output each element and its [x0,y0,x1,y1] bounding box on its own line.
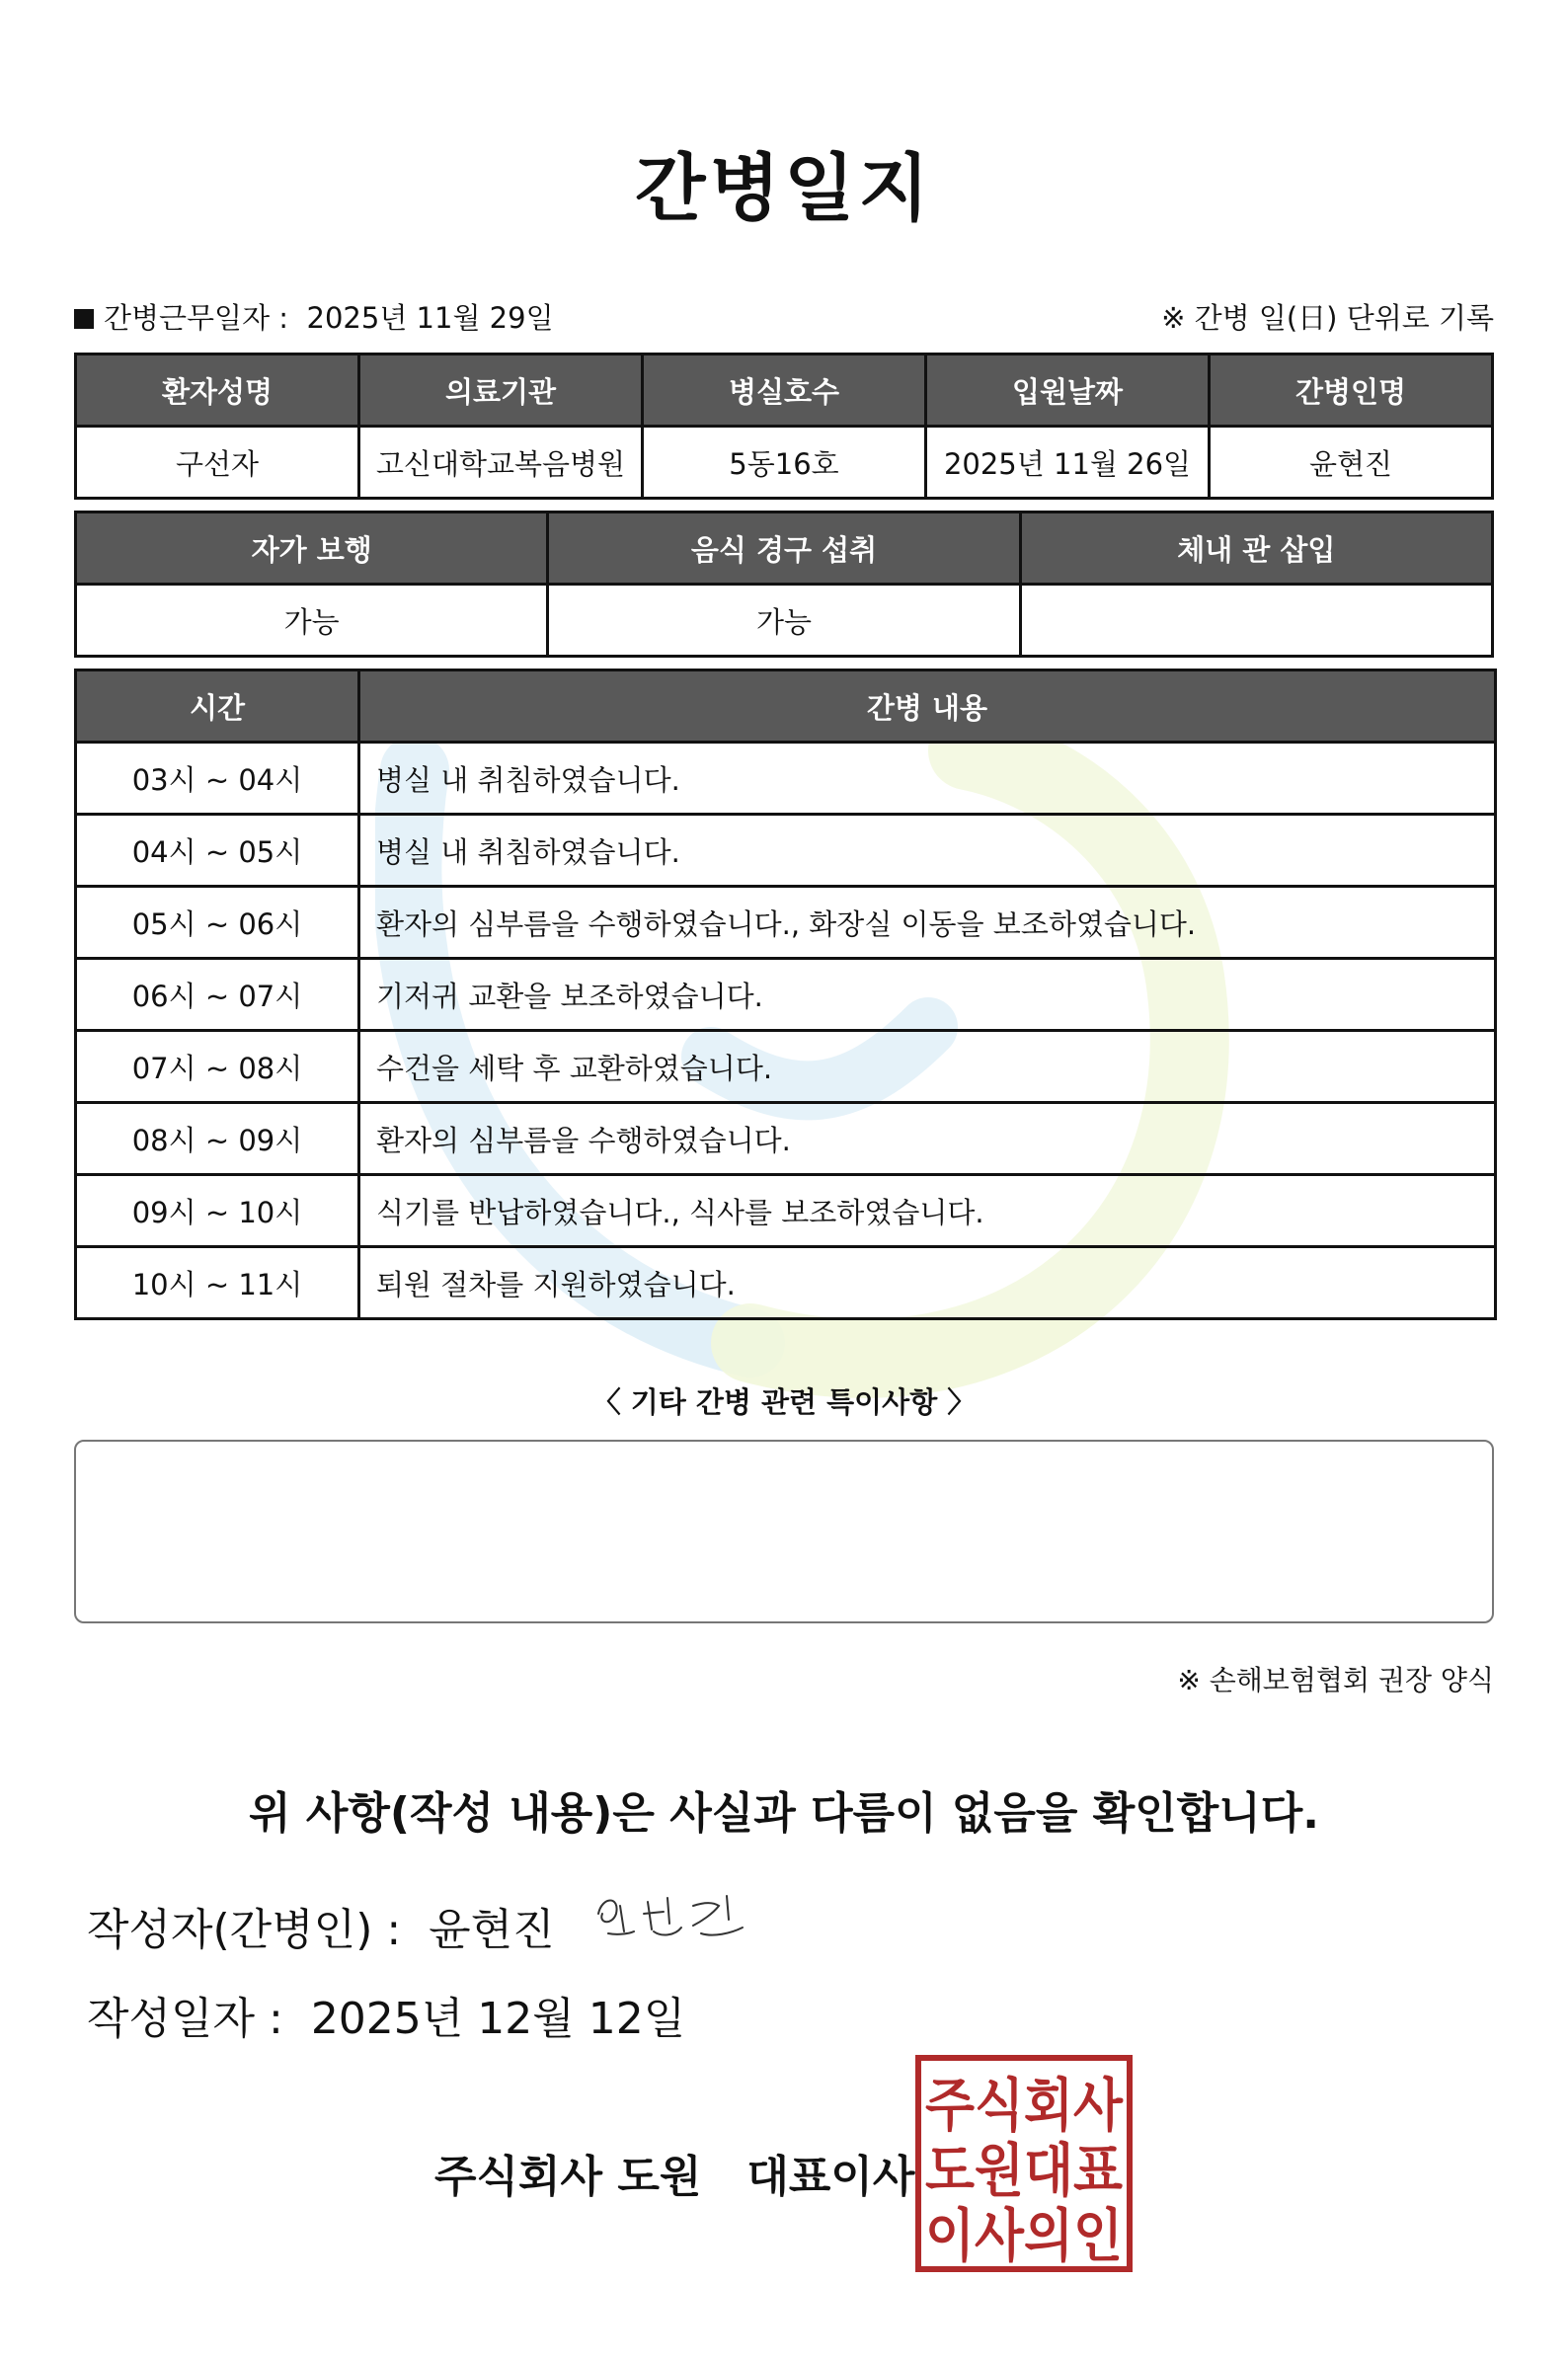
record-note: ※ 간병 일(日) 단위로 기록 [1161,301,1494,335]
time-cell: 04시 ~ 05시 [76,815,359,887]
patient-name-cell: 구선자 [76,427,359,499]
header-tube-insertion: 체내 관 삽입 [1020,512,1492,585]
company-signature-line [434,2141,914,2204]
document-title: 간병일지 [635,146,933,231]
svg-text:도원대표: 도원대표 [925,2137,1123,2204]
table-row [76,427,1493,499]
company-name: 주식회사 도원 [434,2152,702,2202]
content-cell: 기저귀 교환을 보조하였습니다. [359,959,1496,1031]
time-cell: 06시 ~ 07시 [76,959,359,1031]
written-date-value: 2025년 12월 12일 [310,1994,686,2044]
notes-box [74,1440,1494,1623]
header-oral-intake: 음식 경구 섭취 [548,512,1020,585]
table-header-row [76,670,1496,743]
table-row [76,1247,1496,1319]
time-cell: 07시 ~ 08시 [76,1031,359,1103]
table-row [76,959,1496,1031]
header-care-content: 간병 내용 [359,670,1496,743]
content-cell: 병실 내 취침하였습니다. [359,743,1496,815]
table-row [76,887,1496,959]
patient-info-table [74,353,1494,500]
patient-status-table [74,511,1494,658]
content-cell: 환자의 심부름을 수행하였습니다., 화장실 이동을 보조하였습니다. [359,887,1496,959]
work-date-label: 간병근무일자 : [104,301,289,335]
table-row [76,585,1493,657]
table-row [76,743,1496,815]
company-seal-stamp [914,2054,1134,2273]
hospital-cell: 고신대학교복음병원 [359,427,643,499]
time-cell: 08시 ~ 09시 [76,1103,359,1175]
time-cell: 05시 ~ 06시 [76,887,359,959]
writer-name: 윤현진 [429,1905,555,1955]
care-log-table [74,669,1497,1320]
confirmation-statement: 위 사항(작성 내용)은 사실과 다름이 없음을 확인합니다. [249,1788,1319,1839]
table-row [76,1103,1496,1175]
recommendation-note: ※ 손해보험협회 권장 양식 [1177,1664,1494,1696]
header-caregiver-name: 간병인명 [1210,354,1493,427]
walking-cell: 가능 [76,585,548,657]
notes-title: 〈 기타 간병 관련 특이사항 〉 [591,1385,977,1419]
table-row [76,1175,1496,1247]
time-cell: 03시 ~ 04시 [76,743,359,815]
oral-intake-cell: 가능 [548,585,1020,657]
table-row [76,815,1496,887]
work-date-value: 2025년 11월 29일 [306,301,554,335]
table-header-row [76,354,1493,427]
svg-text:이사의인: 이사의인 [925,2202,1123,2269]
header-patient-name: 환자성명 [76,354,359,427]
header-walking: 자가 보행 [76,512,548,585]
caregiver-name-cell: 윤현진 [1210,427,1493,499]
handwritten-signature [590,1884,748,1953]
written-date-line [87,1983,685,2046]
content-cell: 병실 내 취침하였습니다. [359,815,1496,887]
content-cell: 퇴원 절차를 지원하였습니다. [359,1247,1496,1319]
time-cell: 10시 ~ 11시 [76,1247,359,1319]
room-number-cell: 5동16호 [643,427,926,499]
header-room-number: 병실호수 [643,354,926,427]
writer-line [87,1894,555,1957]
table-row [76,1031,1496,1103]
time-cell: 09시 ~ 10시 [76,1175,359,1247]
tube-insertion-cell [1020,585,1492,657]
content-cell: 환자의 심부름을 수행하였습니다. [359,1103,1496,1175]
svg-text:주식회사: 주식회사 [925,2072,1124,2139]
header-hospital: 의료기관 [359,354,643,427]
square-bullet-icon [74,309,94,329]
header-time: 시간 [76,670,359,743]
written-date-label: 작성일자 : [87,1994,283,2044]
table-header-row [76,512,1493,585]
header-admission-date: 입원날짜 [926,354,1210,427]
admission-date-cell: 2025년 11월 26일 [926,427,1210,499]
content-cell: 식기를 반납하였습니다., 식사를 보조하였습니다. [359,1175,1496,1247]
company-title: 대표이사 [746,2152,915,2202]
content-cell: 수건을 세탁 후 교환하였습니다. [359,1031,1496,1103]
writer-label: 작성자(간병인) : [87,1905,402,1955]
work-date-line [74,296,554,337]
